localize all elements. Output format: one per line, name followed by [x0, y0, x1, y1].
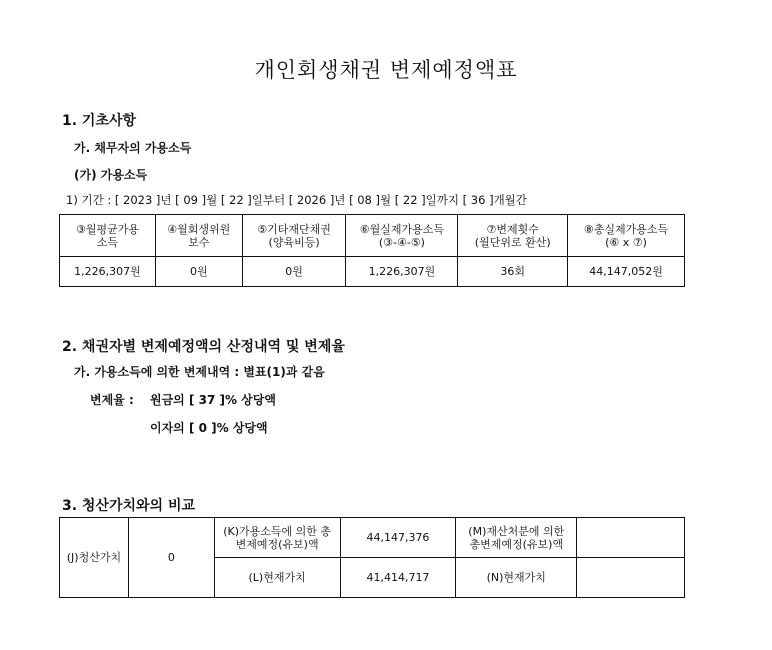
header-cell-actual-income: ⑥월실제가용소득 (③-④-⑤) [346, 215, 458, 257]
section1-sub-ga: (가) 가용소득 [74, 168, 148, 182]
header-cell-other-claims: ⑤기타재단채권 (양육비등) [242, 215, 346, 257]
principal-rate: 원금의 [ 37 ]% 상당액 [150, 393, 276, 407]
k-label-cell: (K)가용소득에 의한 총 변제예정(유보)액 [214, 518, 340, 558]
liquidation-label-cell: (J)청산가치 [60, 518, 129, 598]
n-label-cell: (N)현재가치 [456, 558, 577, 598]
header-cell-payment-count: ⑦변제횟수 (월단위로 환산) [458, 215, 568, 257]
interest-rate: 이자의 [ 0 ]% 상당액 [150, 421, 268, 435]
rate-label: 변제율 : [90, 393, 134, 407]
period-line: 1) 기간 : [ 2023 ]년 [ 09 ]월 [ 22 ]일부터 [ 2026 ]년 [ 08 ]월 [ 22 ]일까지 [ 36 ]개월간 [66, 193, 527, 207]
liquidation-value-cell: 0 [128, 518, 214, 598]
income-table [59, 214, 685, 287]
l-value-cell: 41,414,717 [340, 558, 456, 598]
k-value-cell: 44,147,376 [340, 518, 456, 558]
section2-heading: 2. 채권자별 변제예정액의 산정내역 및 변제율 [62, 339, 345, 355]
value-cell-actual-income: 1,226,307원 [346, 257, 458, 287]
value-cell-trustee-fee: 0원 [155, 257, 242, 287]
value-cell-other-claims: 0원 [242, 257, 346, 287]
liquidation-table [59, 517, 685, 598]
section1-heading: 1. 기초사항 [62, 113, 137, 129]
section2-sub-a: 가. 가용소득에 의한 변제내역 : 별표(1)과 같음 [74, 365, 325, 379]
m-label-cell: (M)재산처분에 의한 총변제예정(유보)액 [456, 518, 577, 558]
header-cell-total-income: ⑧총실제가용소득 (⑥ x ⑦) [568, 215, 685, 257]
l-label-cell: (L)현재가치 [214, 558, 340, 598]
value-cell-total-income: 44,147,052원 [568, 257, 685, 287]
page-title: 개인회생채권 변제예정액표 [254, 58, 518, 82]
liquidation-row-1 [60, 518, 685, 558]
value-cell-payment-count: 36회 [458, 257, 568, 287]
header-cell-trustee-fee: ④월회생위원 보수 [155, 215, 242, 257]
value-cell-avg-income: 1,226,307원 [60, 257, 156, 287]
income-table-header-row [60, 215, 685, 257]
section3-heading: 3. 청산가치와의 비교 [62, 498, 195, 514]
m-value-cell [577, 518, 685, 558]
income-table-value-row [60, 257, 685, 287]
n-value-cell [577, 558, 685, 598]
header-cell-avg-income: ③월평균가용 소득 [60, 215, 156, 257]
section1-sub-a: 가. 채무자의 가용소득 [74, 141, 192, 155]
